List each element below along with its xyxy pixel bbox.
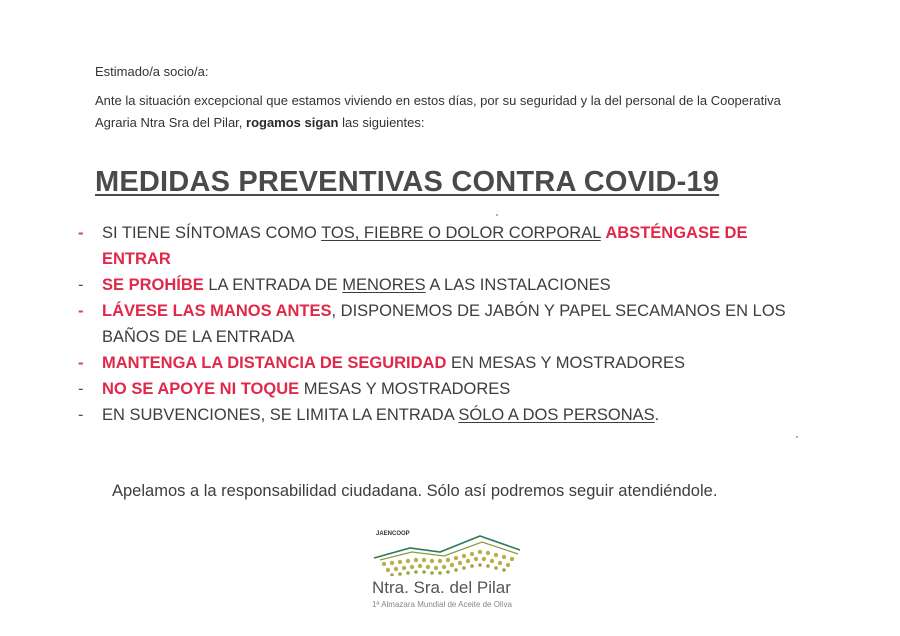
measure-item-symptoms <box>78 220 818 272</box>
measure-text: MESAS Y MOSTRADORES <box>299 380 511 398</box>
scan-speck <box>796 436 798 438</box>
list-dash: - <box>78 380 84 398</box>
measure-underlined: SÓLO A DOS PERSONAS <box>458 406 655 424</box>
measure-text: EN MESAS Y MOSTRADORES <box>446 354 686 372</box>
measure-item-no-touch <box>78 376 818 402</box>
list-dash: - <box>78 276 84 294</box>
list-dash: - <box>78 354 84 372</box>
measure-item-subsidies <box>78 402 818 428</box>
logo-tagline: 1ª Almazara Mundial de Aceite de Oliva <box>372 600 512 609</box>
measure-text: LA ENTRADA DE <box>203 276 343 294</box>
measure-text: EN SUBVENCIONES, SE LIMITA LA ENTRADA <box>102 406 459 424</box>
measure-highlight: ABSTÉNGASE DE ENTRAR <box>102 224 748 268</box>
intro-paragraph <box>95 90 815 134</box>
logo-name: Ntra. Sra. del Pilar <box>372 578 511 597</box>
measure-text: SI TIENE SÍNTOMAS COMO <box>102 224 322 242</box>
intro-text-2: las siguientes: <box>338 115 425 130</box>
scan-speck <box>496 214 498 216</box>
measure-item-minors <box>78 272 818 298</box>
measure-text-2: . <box>654 406 660 424</box>
measure-highlight: NO SE APOYE NI TOQUE <box>102 380 300 398</box>
list-dash: - <box>78 406 84 424</box>
cooperative-logo <box>360 528 540 618</box>
list-dash: - <box>78 224 84 242</box>
measures-list <box>78 220 818 428</box>
intro-text-1: Ante la situación excepcional que estamos viviendo en estos días, por su seguridad y la del personal de la Cooperativa Agraria Ntra Sra del Pilar, <box>95 93 781 130</box>
measure-highlight: LÁVESE LAS MANOS ANTES <box>102 302 332 320</box>
measure-highlight: MANTENGA LA DISTANCIA DE SEGURIDAD <box>102 354 447 372</box>
measure-underlined: MENORES <box>342 276 426 294</box>
measure-underlined: TOS, FIEBRE O DOLOR CORPORAL <box>321 224 601 242</box>
measure-item-handwash <box>78 298 818 350</box>
intro-bold-text: rogamos sigan <box>246 115 339 130</box>
list-dash: - <box>78 302 84 320</box>
page-title: MEDIDAS PREVENTIVAS CONTRA COVID-19 <box>95 166 720 198</box>
closing-appeal: Apelamos a la responsabilidad ciudadana. Sólo así podremos seguir atendiéndole. <box>112 482 718 500</box>
measure-text-2: A LAS INSTALACIONES <box>425 276 611 294</box>
measure-highlight: SE PROHÍBE <box>102 276 204 294</box>
olive-hills-icon <box>370 528 530 576</box>
salutation: Estimado/a socio/a: <box>95 64 209 79</box>
jaencoop-brand: JAENCOOP <box>376 531 410 537</box>
measure-item-distance <box>78 350 818 376</box>
measure-text: , DISPONEMOS DE JABÓN Y PAPEL SECAMANOS EN LOS BAÑOS DE LA ENTRADA <box>102 302 786 346</box>
